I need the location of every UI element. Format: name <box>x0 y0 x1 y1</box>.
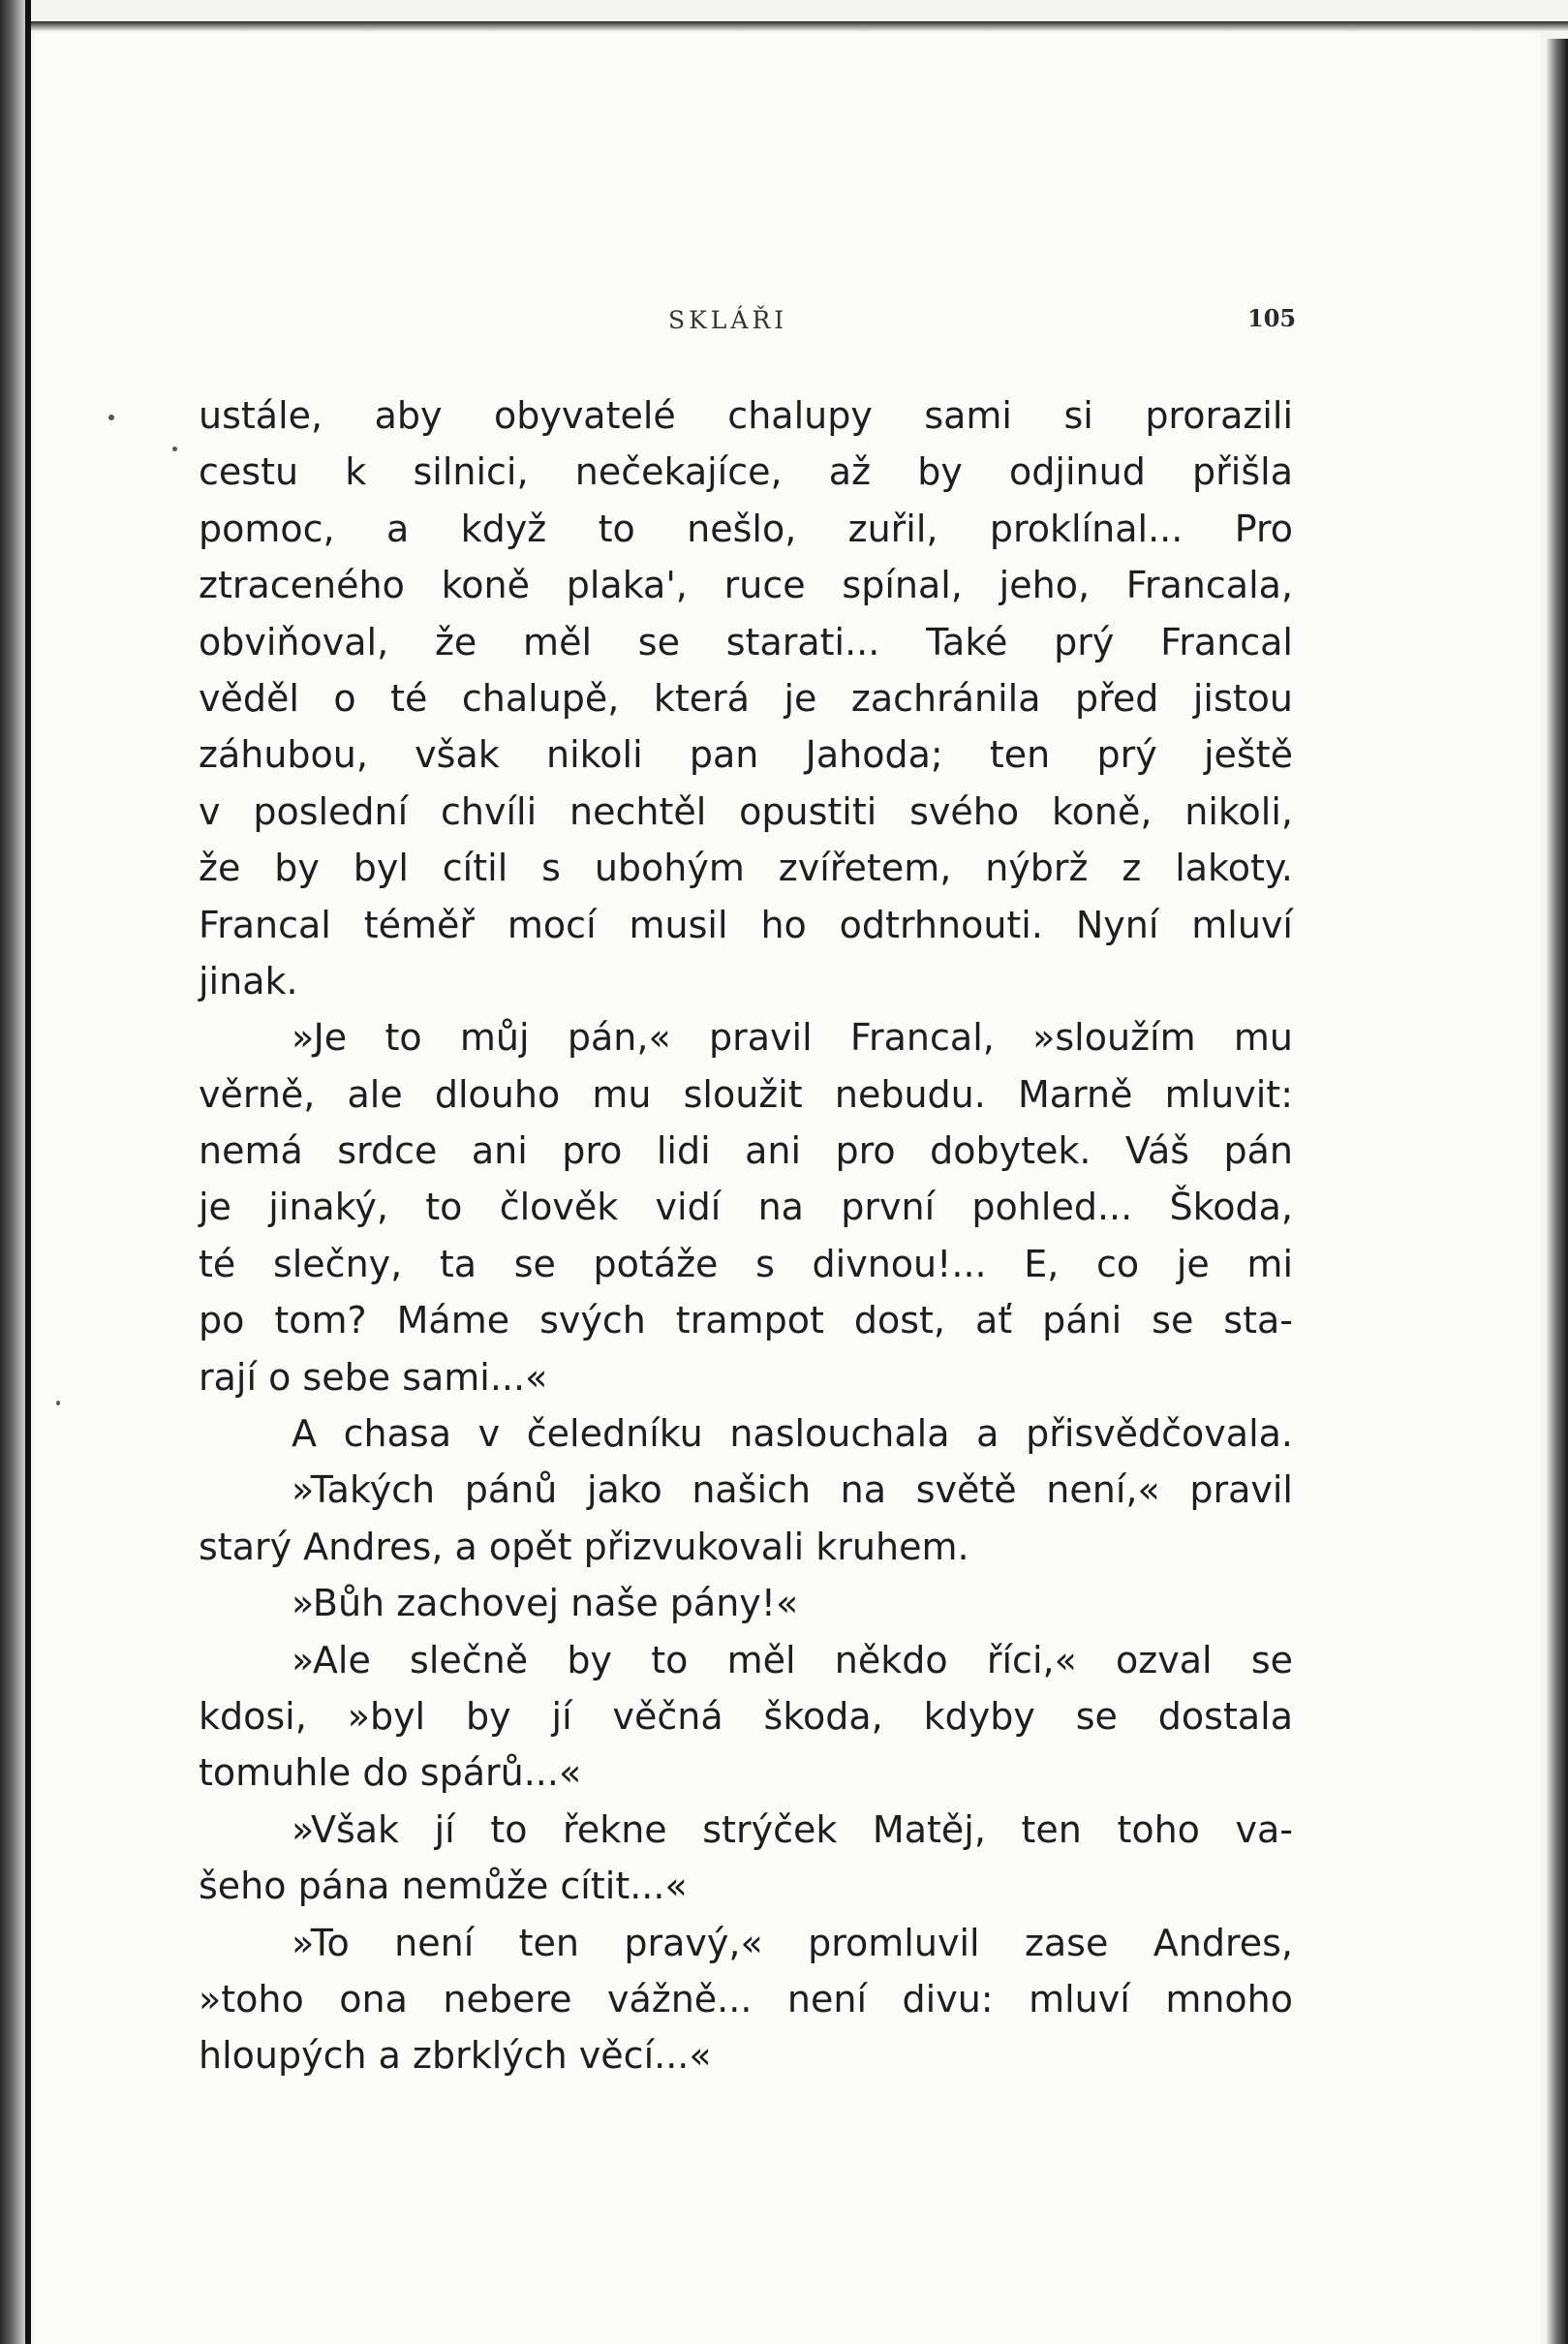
text-line: šeho pána nemůže cítit...« <box>199 1865 688 1908</box>
text-line: »Ale slečně by to měl někdo říci,« ozval se <box>292 1638 1293 1681</box>
text-line: »To není ten pravý,« promluvil zase Andres, <box>292 1921 1293 1964</box>
text-line: je jinaký, to člověk vidí na první pohled... Škoda, <box>199 1186 1293 1229</box>
text-line: kdosi, »byl by jí věčná škoda, kdyby se dostala <box>199 1694 1293 1738</box>
text-line: pomoc, a když to nešlo, zuřil, proklínal... Pro <box>199 507 1293 550</box>
right-scan-edge <box>1547 39 1568 2344</box>
text-line: cestu k silnici, nečekajíce, až by odjinud přišla <box>199 450 1293 494</box>
text-line: »Bůh zachovej naše pány!« <box>292 1582 799 1625</box>
text-line: věděl o té chalupě, která je zachránila před jistou <box>199 676 1293 720</box>
top-scan-edge <box>31 21 1568 31</box>
text-line: A chasa v čeledníku naslouchala a přisvědčovala. <box>292 1412 1293 1456</box>
text-line: Francal téměř mocí musil ho odtrhnouti. Nyní mluví <box>199 903 1293 946</box>
text-line: rají o sebe sami...« <box>199 1355 548 1399</box>
book-page <box>35 33 1541 2344</box>
text-line: po tom? Máme svých trampot dost, ať páni se sta- <box>199 1299 1293 1342</box>
text-line: tomuhle do spárů...« <box>199 1751 582 1795</box>
chapter-title: SKLÁŘI <box>668 306 788 334</box>
running-header <box>35 306 1541 345</box>
book-spine-shadow <box>0 0 25 2344</box>
text-line: »Však jí to řekne strýček Matěj, ten toho va- <box>292 1807 1293 1851</box>
text-line: té slečny, ta se potáže s divnou!... E, co je mi <box>199 1242 1293 1285</box>
scan-speck <box>108 415 114 420</box>
text-line: »Takých pánů jako našich na světě není,« pravil <box>292 1468 1293 1512</box>
text-line: jinak. <box>199 959 298 1002</box>
text-line: nemá srdce ani pro lidi ani pro dobytek. Váš pán <box>199 1129 1293 1173</box>
text-line: záhubou, však nikoli pan Jahoda; ten prý ještě <box>199 733 1293 777</box>
scan-speck <box>172 447 177 451</box>
text-line: že by byl cítil s ubohým zvířetem, nýbrž z lakoty. <box>199 847 1293 890</box>
page-number: 105 <box>1247 304 1297 332</box>
text-line: obviňoval, že měl se starati... Také prý Francal <box>199 620 1293 663</box>
text-line: ustále, aby obyvatelé chalupy sami si prorazili <box>199 394 1293 437</box>
text-line: »Je to můj pán,« pravil Francal, »sloužím mu <box>292 1016 1293 1060</box>
text-line: věrně, ale dlouho mu sloužit nebudu. Marně mluvit: <box>199 1072 1293 1116</box>
text-line: hloupých a zbrklých věcí...« <box>199 2034 712 2078</box>
text-line: ztraceného koně plaka', ruce spínal, jeho, Francala, <box>199 564 1293 607</box>
book-binding-edge <box>25 0 31 2344</box>
text-line: starý Andres, a opět přizvukovali kruhem. <box>199 1525 969 1568</box>
text-line: »toho ona nebere vážně... není divu: mluví mnoho <box>199 1977 1293 2020</box>
scan-speck <box>56 1401 60 1405</box>
text-line: v poslední chvíli nechtěl opustiti svého koně, nikoli, <box>199 789 1293 833</box>
body-text <box>199 387 1293 2084</box>
